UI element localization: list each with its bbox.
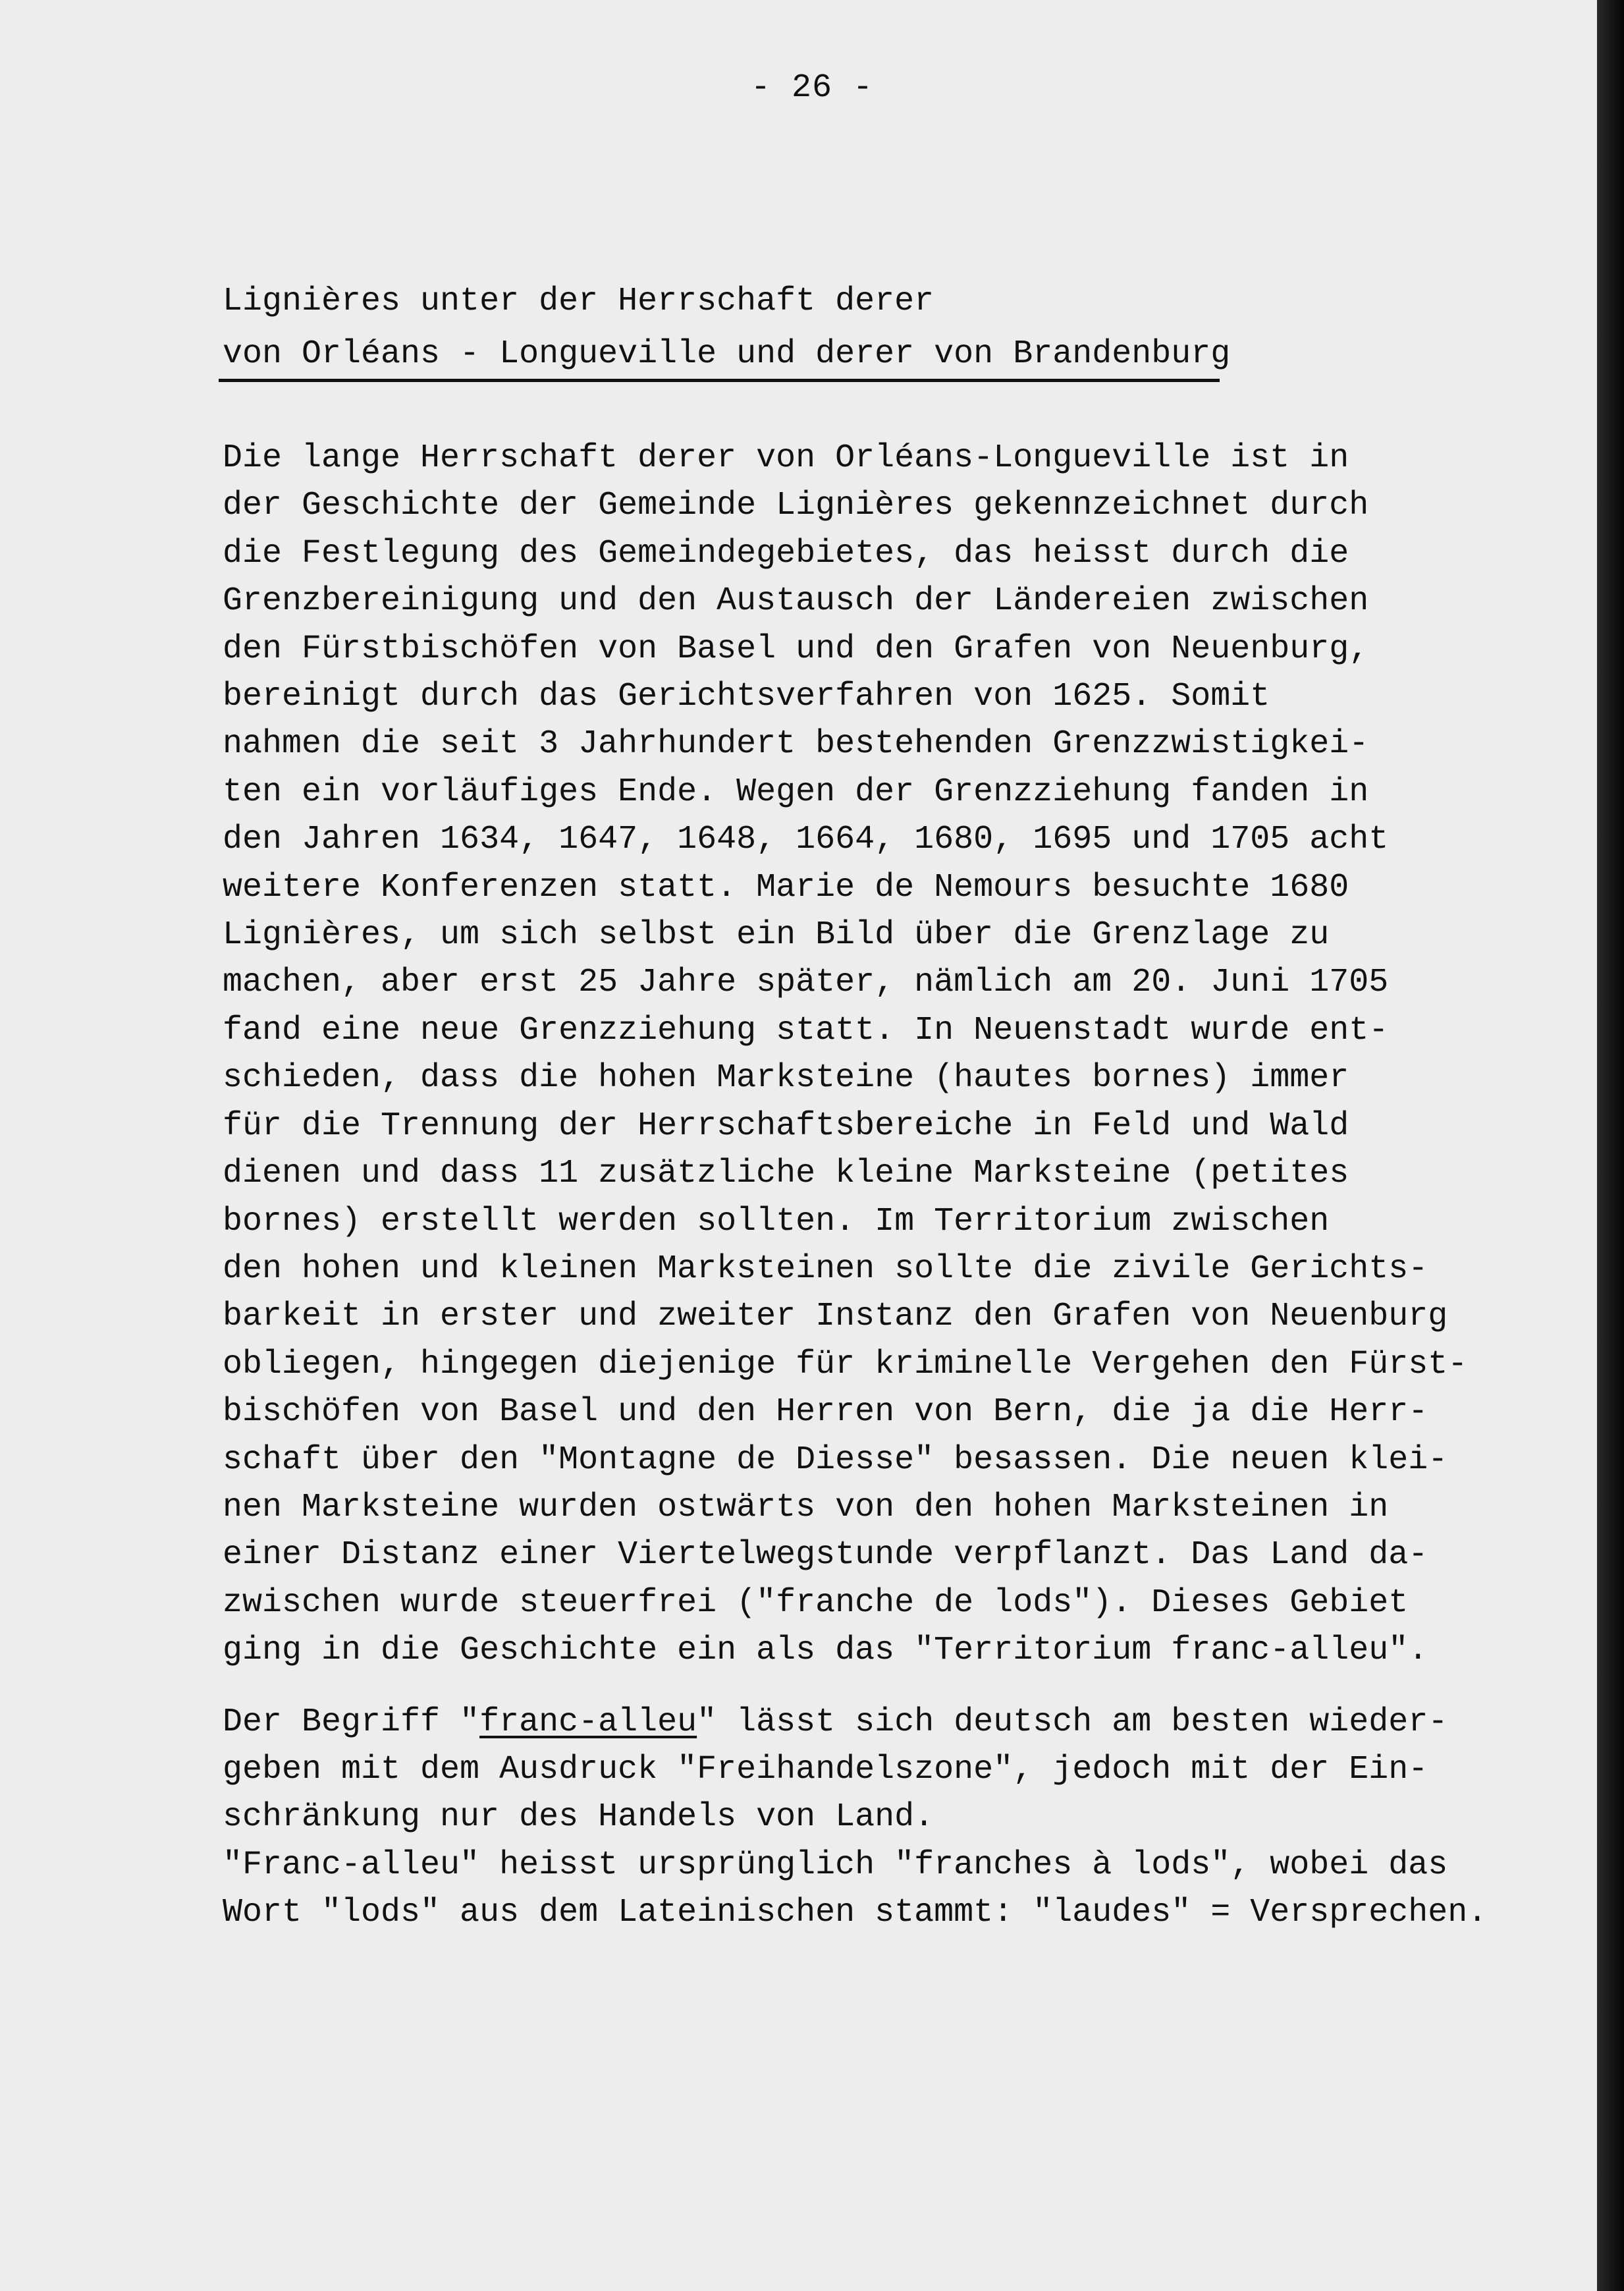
text-line: "Franc-alleu" heisst ursprünglich "franches à lods", wobei das xyxy=(223,1846,1448,1884)
text-line: den Fürstbischöfen von Basel und den Grafen von Neuenburg, xyxy=(223,630,1369,668)
text-line: ging in die Geschichte ein als das "Territorium franc-alleu". xyxy=(223,1632,1428,1670)
text-line: schränkung nur des Handels von Land. xyxy=(223,1798,934,1836)
text-line: barkeit in erster und zweiter Instanz den Grafen von Neuenburg xyxy=(223,1298,1448,1336)
term-prefix: Der Begriff " xyxy=(223,1703,480,1741)
text-line: Lignières, um sich selbst ein Bild über die Grenzlage zu xyxy=(223,916,1330,954)
text-line: Wort "lods" aus dem Lateinischen stammt: "laudes" = Versprechen. xyxy=(223,1894,1488,1932)
text-line: den hohen und kleinen Marksteinen sollte die zivile Gerichts- xyxy=(223,1250,1428,1288)
text-line: Die lange Herrschaft derer von Orléans-Longueville ist in xyxy=(223,439,1349,477)
text-line: obliegen, hingegen diejenige für kriminelle Vergehen den Fürst- xyxy=(223,1345,1468,1383)
paragraph-1 xyxy=(223,435,1540,1675)
text-line: nen Marksteine wurden ostwärts von den hohen Marksteinen in xyxy=(223,1488,1389,1526)
text-line: bornes) erstellt werden sollten. Im Territorium zwischen xyxy=(223,1202,1330,1240)
text-line: ten ein vorläufiges Ende. Wegen der Grenzziehung fanden in xyxy=(223,773,1369,811)
paragraph-spacer xyxy=(223,1675,1540,1699)
text-line: nahmen die seit 3 Jahrhundert bestehenden Grenzzwistigkei- xyxy=(223,725,1369,763)
paragraph-2 xyxy=(223,1699,1540,1937)
text-line: fand eine neue Grenzziehung statt. In Neuenstadt wurde ent- xyxy=(223,1011,1389,1049)
text-line: schieden, dass die hohen Marksteine (hautes bornes) immer xyxy=(223,1059,1349,1097)
text-line: bereinigt durch das Gerichtsverfahren von 1625. Somit xyxy=(223,678,1270,716)
term-suffix: " lässt sich deutsch am besten wieder- xyxy=(697,1703,1448,1741)
text-line: der Geschichte der Gemeinde Lignières gekennzeichnet durch xyxy=(223,487,1369,525)
body-text xyxy=(223,435,1540,1937)
section-heading xyxy=(223,275,1231,381)
underlined-term: franc-alleu xyxy=(479,1703,697,1741)
text-line: weitere Konferenzen statt. Marie de Nemours besuchte 1680 xyxy=(223,868,1349,906)
text-line: Grenzbereinigung und den Austausch der Ländereien zwischen xyxy=(223,582,1369,621)
text-line: bischöfen von Basel und den Herren von Bern, die ja die Herr- xyxy=(223,1393,1428,1431)
text-line: die Festlegung des Gemeindegebietes, das heisst durch die xyxy=(223,534,1349,572)
text-line: geben mit dem Ausdruck "Freihandelszone", jedoch mit der Ein- xyxy=(223,1750,1428,1788)
text-line: den Jahren 1634, 1647, 1648, 1664, 1680, 1695 und 1705 acht xyxy=(223,821,1389,859)
text-line: für die Trennung der Herrschaftsbereiche in Feld und Wald xyxy=(223,1107,1349,1145)
text-line: schaft über den "Montagne de Diesse" besassen. Die neuen klei- xyxy=(223,1441,1448,1479)
heading-line-1: Lignières unter der Herrschaft derer xyxy=(223,283,934,320)
text-line: dienen und dass 11 zusätzliche kleine Marksteine (petites xyxy=(223,1155,1349,1193)
text-line: machen, aber erst 25 Jahre später, nämlich am 20. Juni 1705 xyxy=(223,964,1389,1002)
text-line: zwischen wurde steuerfrei ("franche de lods"). Dieses Gebiet xyxy=(223,1584,1409,1622)
text-line xyxy=(223,1699,1540,1746)
text-line: einer Distanz einer Viertelwegstunde verpflanzt. Das Land da- xyxy=(223,1536,1428,1574)
scan-edge-shadow xyxy=(1597,0,1624,2291)
page-number: - 26 - xyxy=(750,69,874,107)
heading-underline-rule xyxy=(219,379,1220,382)
heading-line-2: von Orléans - Longueville und derer von Brandenburg xyxy=(223,335,1231,373)
